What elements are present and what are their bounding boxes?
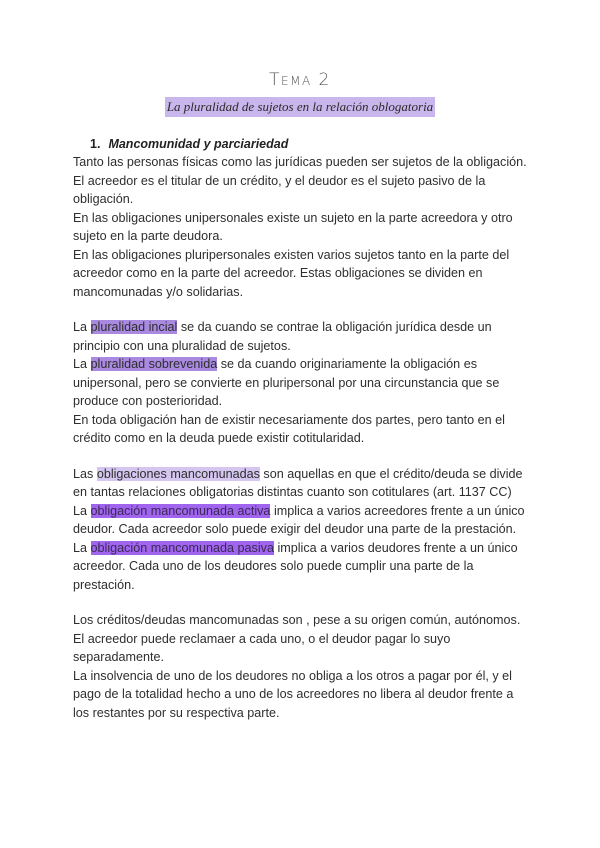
paragraph-gap [73,594,528,611]
text-run: La [73,540,91,555]
text-run: Las [73,466,97,481]
highlighted-term: pluralidad sobrevenida [90,357,218,371]
highlighted-term: obligación mancomunada activa [90,503,271,518]
section-number: 1. [90,137,101,151]
section-heading [90,137,288,151]
subtitle-container [0,97,600,117]
text-run: La [73,503,91,518]
paragraph: Los créditos/deudas mancomunadas son , pese a su origen común, autónomos. [73,613,521,627]
text-run: se da cuando se contrae la obligación jurídica desde un principio con una pluralidad de sujetos. [73,320,492,353]
page-title: Tema 2 [269,70,331,90]
text-run: implica a varios deudores frente a un único acreedor. Cada uno de los deudores solo puede cumplir una parte de la prestación. [73,540,518,592]
paragraph [73,465,528,502]
paragraph [73,318,528,355]
paragraph [73,355,528,411]
document-body [73,153,528,722]
paragraph-gap [73,301,528,318]
paragraph-gap [73,448,528,465]
text-run: se da cuando originariamente la obligación es unipersonal, pero se convierte en pluripersonal por una circunstancia que se produce con posterioridad. [73,357,500,408]
paragraph: El acreedor puede reclamaer a cada uno, o el deudor pagar lo suyo separadamente. [73,631,451,664]
section-title: Mancomunidad y parciariedad [108,137,289,151]
text-run: implica a varios acreedores frente a un único deudor. Cada acreedor solo puede exigir del deudor una parte de la prestación. [73,503,525,536]
paragraph: La insolvencia de uno de los deudores no obliga a los otros a pagar por él, y el pago de la totalidad hecho a uno de los acreedores no libera al deudor frente a los restantes por su respectiva parte. [73,668,514,720]
highlighted-term: obligaciones mancomunadas [96,466,260,481]
paragraph [73,502,528,539]
text-run: La [73,320,91,334]
page-subtitle: La pluralidad de sujetos en la relación oblogatoria [165,97,435,117]
paragraph: En las obligaciones unipersonales existe un sujeto en la parte acreedora y otro sujeto en la parte deudora. [73,210,513,243]
text-run: son aquellas en que el crédito/deuda se divide en tantas relaciones obligatorias distintas cuanto son cotitulares (art. 1137 CC) [73,466,523,499]
highlighted-term: obligación mancomunada pasiva [90,540,274,555]
highlighted-term: pluralidad incial [90,320,178,334]
text-run: La [73,357,91,371]
paragraph [73,539,528,595]
paragraph: El acreedor es el titular de un crédito, y el deudor es el sujeto pasivo de la obligación. [73,173,486,206]
paragraph: En las obligaciones pluripersonales existen varios sujetos tanto en la parte del acreedor como en la parte del acreedor. Estas obligaciones se dividen en mancomunadas y/o solidarias. [73,247,510,299]
paragraph: En toda obligación han de existir necesariamente dos partes, pero tanto en el crédito como en la deuda puede existir cotitularidad. [73,412,505,445]
paragraph: Tanto las personas físicas como las jurídicas pueden ser sujetos de la obligación. [73,155,527,169]
